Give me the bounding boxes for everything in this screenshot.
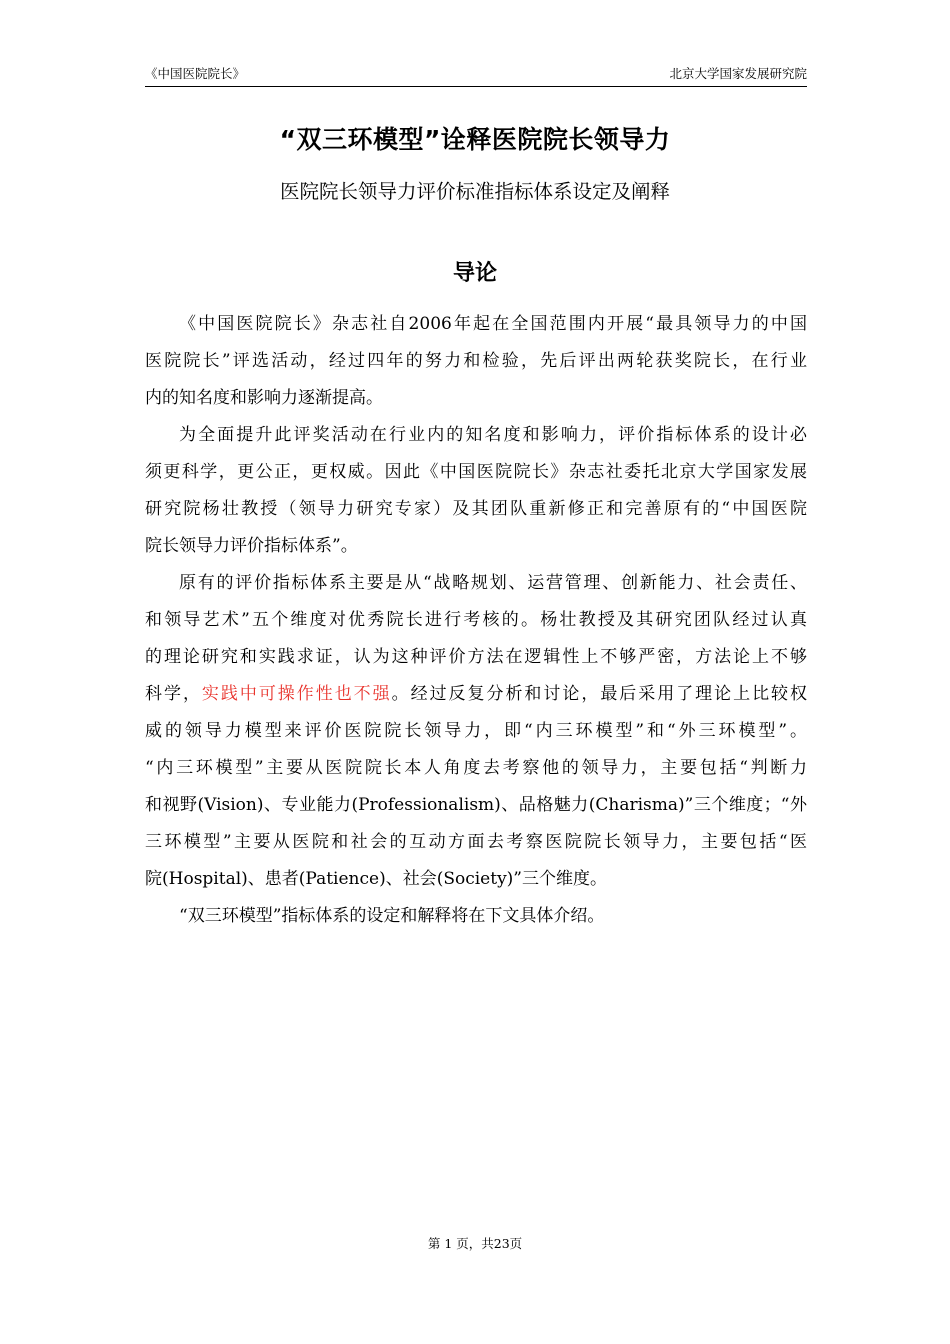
paragraph-3-line-8: 三环模型”主要从医院和社会的互动方面去考察医院院长领导力，主要包括“医 [145, 832, 807, 852]
paragraph-3-line-5: 威的领导力模型来评价医院院长领导力，即“内三环模型”和“外三环模型”。 [145, 721, 807, 741]
paragraph-3-line-4-end: 。经过反复分析和讨论，最后采用了理论上比较权 [391, 684, 808, 704]
document-title: “双三环模型”诠释医院院长领导力 [279, 125, 671, 154]
paragraph-1-line-2: 医院院长”评选活动，经过四年的努力和检验，先后评出两轮获奖院长，在行业 [145, 351, 807, 371]
header-journal-name: 《中国医院院长》 [145, 66, 246, 81]
page-number-footer: 第 1 页，共23页 [427, 1236, 523, 1251]
section-heading-introduction: 导论 [452, 261, 497, 286]
paragraph-3-line-3: 的理论研究和实践求证，认为这种评价方法在逻辑性上不够严密，方法论上不够 [145, 647, 807, 667]
paragraph-4-line-1: “双三环模型”指标体系的设定和解释将在下文具体介绍。 [179, 906, 605, 926]
paragraph-2-line-3: 研究院杨壮教授（领导力研究专家）及其团队重新修正和完善原有的“中国医院 [145, 499, 807, 519]
paragraph-3-line-2: 和领导艺术”五个维度对优秀院长进行考核的。杨壮教授及其研究团队经过认真 [145, 610, 807, 630]
highlighted-text: 实践中可操作性也不强 [201, 684, 392, 704]
paragraph-3-line-4-start: 科学， [145, 684, 202, 704]
document-body [145, 306, 807, 935]
paragraph-3-line-1: 原有的评价指标体系主要是从“战略规划、运营管理、创新能力、社会责任、 [179, 573, 807, 593]
paragraph-2-line-4: 院长领导力评价指标体系”。 [145, 536, 358, 556]
page-header [145, 64, 807, 87]
paragraph-2-line-1: 为全面提升此评奖活动在行业内的知名度和影响力，评价指标体系的设计必 [179, 425, 807, 445]
paragraph-1-line-1: 《中国医院院长》杂志社自2006年起在全国范围内开展“最具领导力的中国 [179, 314, 807, 334]
paragraph-2-line-2: 须更科学，更公正，更权威。因此《中国医院院长》杂志社委托北京大学国家发展 [145, 462, 807, 482]
document-subtitle: 医院院长领导力评价标准指标体系设定及阐释 [279, 180, 670, 203]
paragraph-1-line-3: 内的知名度和影响力逐渐提高。 [145, 388, 383, 408]
paragraph-3-line-7: 和视野(Vision)、专业能力(Professionalism)、品格魅力(Charisma)”三个维度；“外 [145, 795, 807, 815]
paragraph-3-line-4 [145, 676, 807, 713]
paragraph-3-line-6: “内三环模型”主要从医院院长本人角度去考察他的领导力，主要包括“判断力 [145, 758, 807, 778]
header-institution-name: 北京大学国家发展研究院 [669, 66, 807, 81]
paragraph-3-line-9: 院(Hospital)、患者(Patience)、社会(Society)”三个维度。 [145, 869, 607, 889]
